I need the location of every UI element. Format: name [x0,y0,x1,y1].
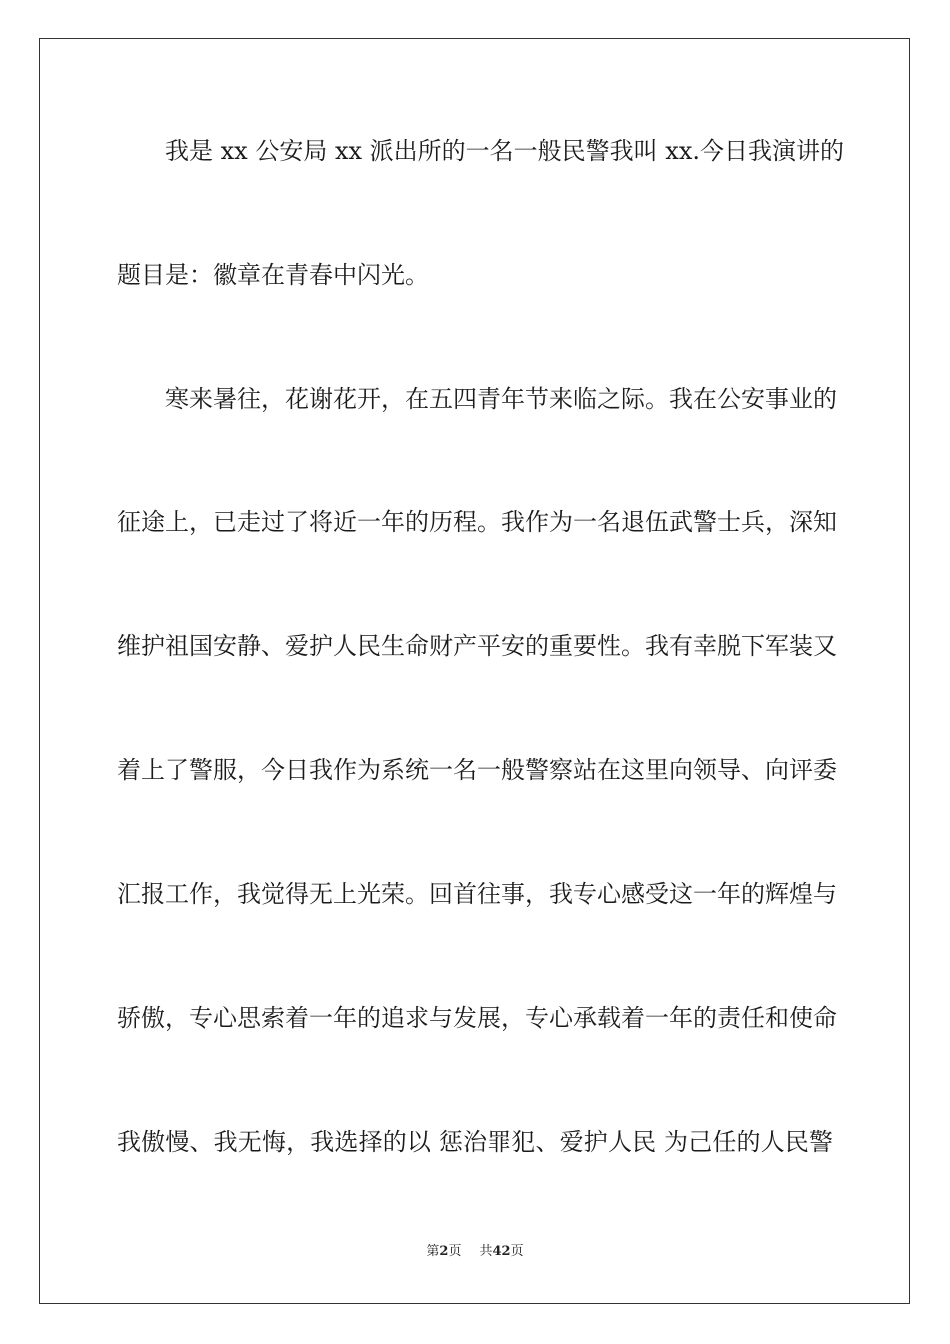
paragraph-2-line-5: 汇报工作，我觉得无上光荣。回首往事，我专心感受这一年的辉煌与 [117,880,837,908]
paragraph-2-line-3: 维护祖国安静、爱护人民生命财产平安的重要性。我有幸脱下军装又 [117,632,837,660]
total-suffix: 页 [510,1244,524,1259]
paragraph-2-line-6: 骄傲，专心思索着一年的追求与发展，专心承载着一年的责任和使命 [117,1004,837,1032]
paragraph-1-line-1: 我是 xx 公安局 xx 派出所的一名一般民警我叫 xx.今日我演讲的 [165,137,844,165]
page-suffix: 页 [448,1244,462,1259]
total-pages: 42 [492,1244,511,1259]
page-prefix: 第 [426,1244,440,1259]
page-number: 2 [439,1244,449,1259]
paragraph-1-line-2: 题目是：徽章在青春中闪光。 [117,261,429,289]
paragraph-2-line-2: 征途上，已走过了将近一年的历程。我作为一名退伍武警士兵，深知 [117,508,837,536]
total-prefix: 共 [479,1244,493,1259]
paragraph-2-line-4: 着上了警服，今日我作为系统一名一般警察站在这里向领导、向评委 [117,756,837,784]
paragraph-2-line-7: 我傲慢、我无悔，我选择的以 惩治罪犯、爱护人民 为己任的人民警 [117,1128,833,1156]
page-border [39,38,910,1304]
page-footer [0,1244,950,1260]
paragraph-2-line-1: 寒来暑往，花谢花开，在五四青年节来临之际。我在公安事业的 [165,385,837,413]
